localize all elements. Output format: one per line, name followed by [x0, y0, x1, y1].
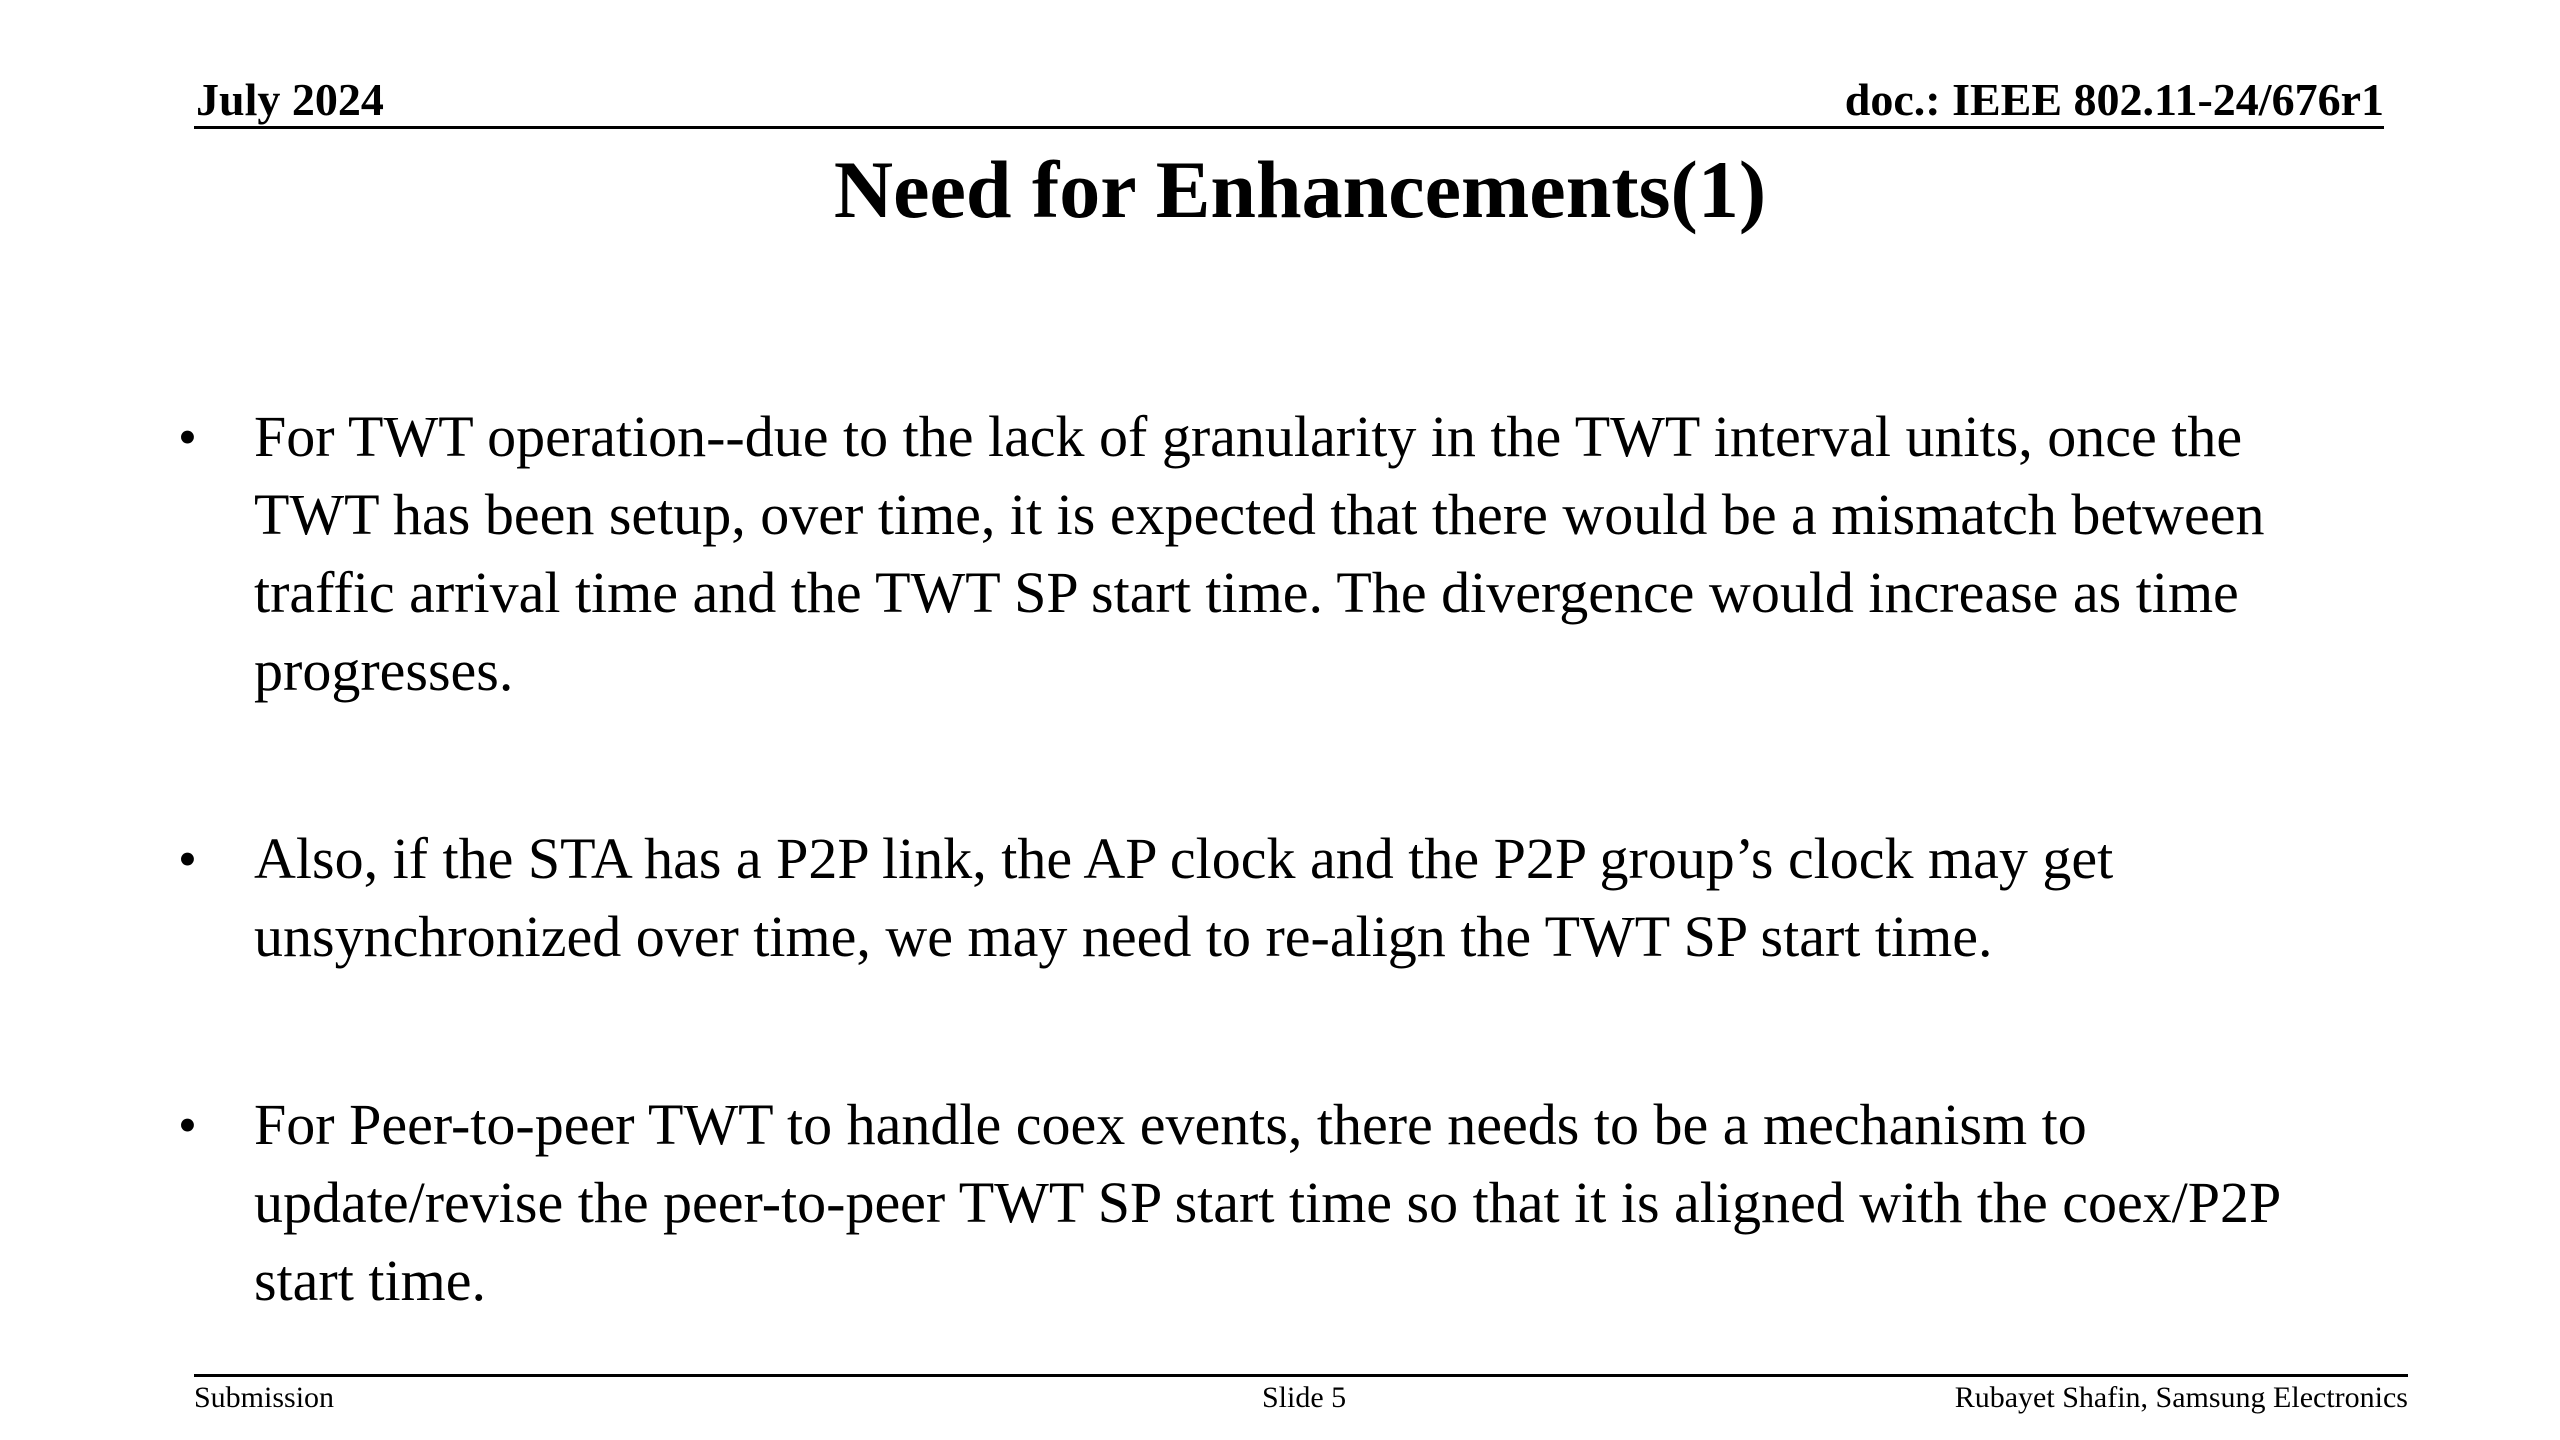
bullet-line: unsynchronized over time, we may need to re-align the TWT SP start time. — [254, 904, 1993, 969]
footer-author: Rubayet Shafin, Samsung Electronics — [1954, 1381, 2408, 1414]
bullet-line: For Peer-to-peer TWT to handle coex events, there needs to be a mechanism to — [254, 1092, 2087, 1157]
bullet-line: TWT has been setup, over time, it is expected that there would be a mismatch between — [254, 482, 2265, 547]
slide-title: Need for Enhancements(1) — [833, 144, 1767, 235]
footer-slide-number: Slide 5 — [1262, 1381, 1347, 1414]
bullet-line: For TWT operation--due to the lack of granularity in the TWT interval units, once the — [254, 404, 2243, 469]
bullet-text — [254, 1086, 2534, 1320]
footer-submission: Submission — [194, 1381, 335, 1414]
bullet-line: Also, if the STA has a P2P link, the AP clock and the P2P group’s clock may get — [254, 826, 2114, 891]
bullet-text — [254, 398, 2534, 710]
bullet-line: update/revise the peer-to-peer TWT SP start time so that it is aligned with the coex/P2P — [254, 1170, 2282, 1235]
bullet-line: traffic arrival time and the TWT SP start time. The divergence would increase as time — [254, 560, 2239, 625]
bullet-icon: • — [178, 829, 197, 889]
bullet-line: progresses. — [254, 638, 514, 703]
header-date: July 2024 — [196, 74, 384, 125]
bullet-line: start time. — [254, 1248, 486, 1313]
bullet-icon: • — [178, 407, 197, 467]
header-doc-id: doc.: IEEE 802.11-24/676r1 — [1844, 74, 2384, 125]
bullet-text — [254, 820, 2534, 976]
bullet-icon: • — [178, 1095, 197, 1155]
footer-divider — [194, 1374, 2408, 1377]
